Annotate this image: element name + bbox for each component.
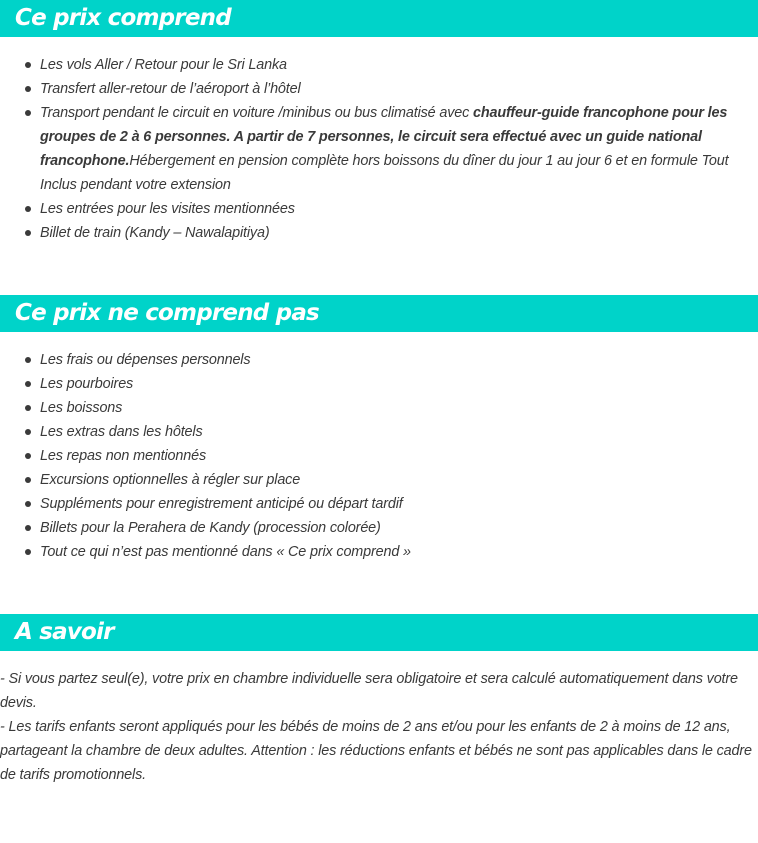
- list-item-text: Billet de train (Kandy – Nawalapitiya): [40, 225, 270, 241]
- list-item-text: Hébergement en pension complète hors boissons du dîner du jour 1 au jour 6 et en formule Tout Inclus pendant votre extension: [40, 153, 729, 193]
- excludes-section-title: Ce prix ne comprend pas: [15, 300, 319, 326]
- excludes-section-header: [0, 295, 758, 332]
- bullet-icon: [25, 549, 31, 555]
- bullet-icon: [25, 110, 31, 116]
- list-item-text: Les entrées pour les visites mentionnées: [40, 201, 295, 217]
- bullet-icon: [25, 62, 31, 68]
- bullet-icon: [25, 525, 31, 531]
- bullet-icon: [25, 405, 31, 411]
- info-paragraph-child-rates: - Les tarifs enfants seront appliqués pour les bébés de moins de 2 ans et/ou pour les enfants de 2 à moins de 12 ans, partageant la chambre de deux adultes. Attention : les réductions enfants et bébés ne sont pas applicables dans le cadre de tarifs promotionnels.: [0, 719, 752, 783]
- bullet-icon: [25, 477, 31, 483]
- bullet-icon: [25, 381, 31, 387]
- info-section-title: A savoir: [15, 619, 114, 645]
- list-item: [0, 420, 740, 444]
- list-item: [0, 444, 740, 468]
- list-item: [0, 372, 740, 396]
- list-item-text: Transport pendant le circuit en voiture /minibus ou bus climatisé avec: [40, 105, 474, 121]
- info-paragraph-single-room: - Si vous partez seul(e), votre prix en chambre individuelle sera obligatoire et sera calculé automatiquement dans votre devis.: [0, 671, 738, 711]
- info-block: [0, 667, 752, 787]
- info-section-header: [0, 614, 758, 651]
- includes-list: [0, 53, 740, 245]
- list-item: [0, 348, 740, 372]
- list-item: [0, 53, 740, 77]
- list-item-text: Tout ce qui n’est pas mentionné dans « Ce prix comprend »: [40, 544, 411, 560]
- list-item: [0, 492, 740, 516]
- list-item: [0, 221, 740, 245]
- list-item: [0, 101, 740, 197]
- includes-section-title: Ce prix comprend: [15, 5, 231, 31]
- bullet-icon: [25, 501, 31, 507]
- list-item-text: Excursions optionnelles à régler sur place: [40, 472, 301, 488]
- list-item-text: Les boissons: [40, 400, 123, 416]
- list-item: [0, 468, 740, 492]
- list-item-text: Les extras dans les hôtels: [40, 424, 203, 440]
- list-item-text: Les pourboires: [40, 376, 134, 392]
- bullet-icon: [25, 429, 31, 435]
- list-item-text: Suppléments pour enregistrement anticipé ou départ tardif: [40, 496, 403, 512]
- bullet-icon: [25, 453, 31, 459]
- list-item-text: Billets pour la Perahera de Kandy (procession colorée): [40, 520, 381, 536]
- list-item-text: Les frais ou dépenses personnels: [40, 352, 251, 368]
- bullet-icon: [25, 357, 31, 363]
- list-item: [0, 396, 740, 420]
- excludes-list: [0, 348, 740, 564]
- bullet-icon: [25, 230, 31, 236]
- list-item-text: Les repas non mentionnés: [40, 448, 207, 464]
- list-item: [0, 197, 740, 221]
- bullet-icon: [25, 206, 31, 212]
- list-item: [0, 516, 740, 540]
- list-item-bold-text: chauffeur-guide francophone pour les groupes de 2 à 6 personnes. A partir de 7 personnes, le circuit sera effectué avec un guide national francophone.: [40, 105, 728, 169]
- list-item-text: Transfert aller-retour de l’aéroport à l’hôtel: [40, 81, 301, 97]
- list-item: [0, 540, 740, 564]
- list-item-text: Les vols Aller / Retour pour le Sri Lanka: [40, 57, 287, 73]
- bullet-icon: [25, 86, 31, 92]
- includes-section-header: [0, 0, 758, 37]
- list-item: [0, 77, 740, 101]
